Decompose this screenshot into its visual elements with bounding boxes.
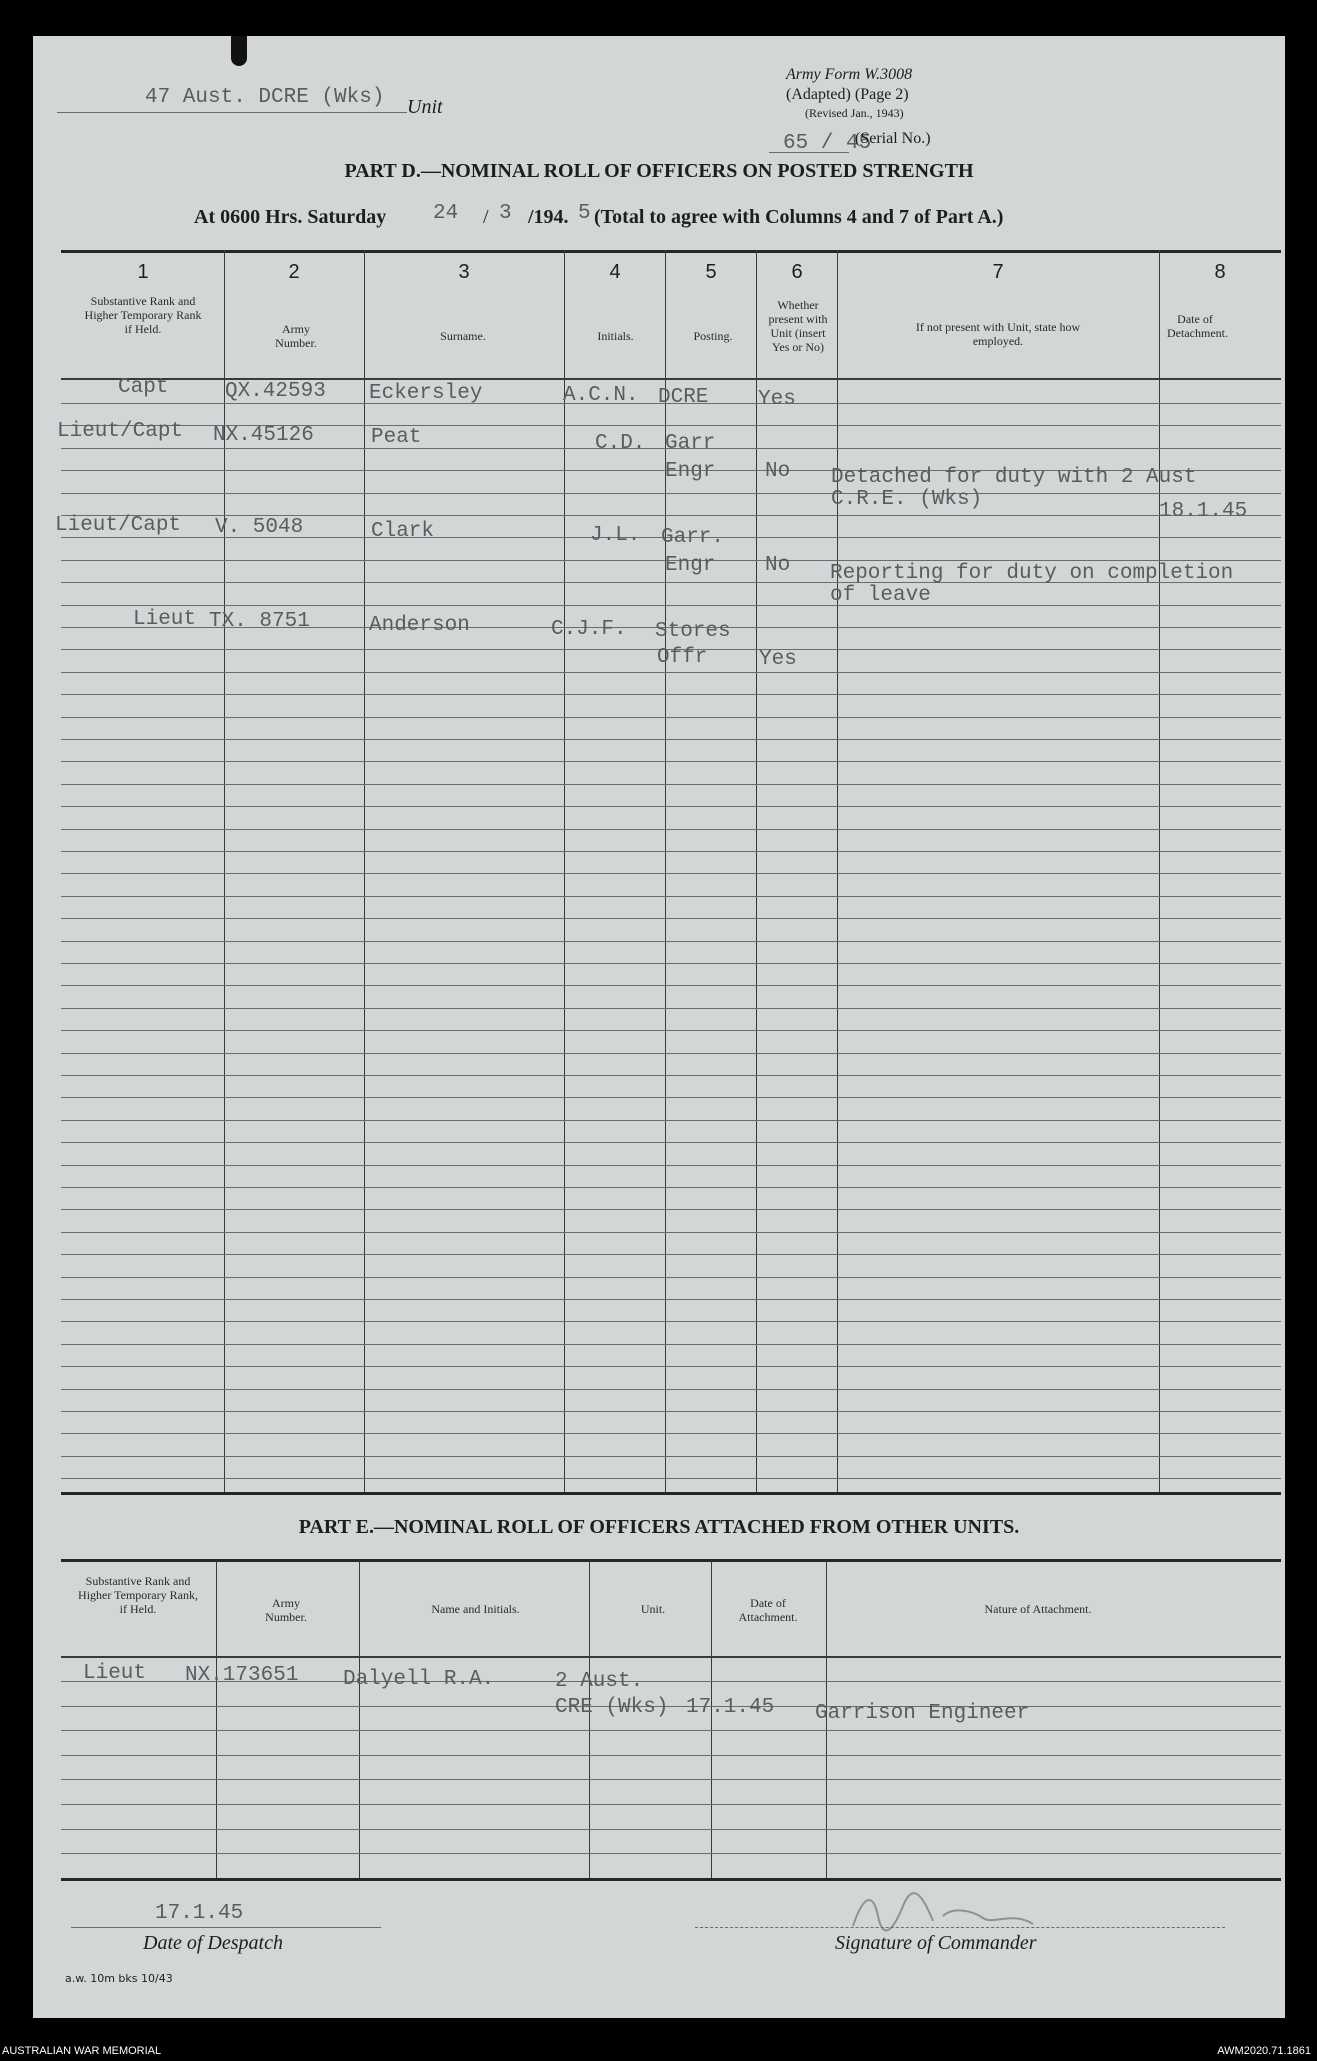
col-number: 8: [1214, 261, 1226, 283]
entry-posting: DCRE: [658, 386, 709, 409]
entry-initials: C.D.: [595, 432, 646, 455]
commander-label: Signature of Commander: [835, 1932, 1037, 1954]
entry-initials: C.J.F.: [551, 618, 627, 641]
ruled-line: [61, 1433, 1281, 1434]
ruled-line: [61, 493, 1281, 494]
ruled-line: [61, 1755, 1281, 1756]
col-header-employed: If not present with Unit, state how employed.: [915, 320, 1081, 348]
ruled-line: [61, 941, 1281, 942]
col-header-number: Army Number.: [275, 322, 317, 350]
col-header-number: Army Number.: [265, 1596, 307, 1624]
ruled-line: [61, 605, 1281, 606]
col-header-rank: Substantive Rank and Higher Temporary Rank if Held.: [84, 294, 202, 336]
col-number: 7: [992, 261, 1004, 283]
ruled-line: [61, 963, 1281, 964]
entry-number: QX.42593: [225, 380, 326, 403]
ruled-line: [61, 717, 1281, 718]
ruled-line: [61, 1478, 1281, 1479]
ruled-line: [61, 1142, 1281, 1143]
col-divider: [364, 250, 365, 1492]
col-divider: [564, 250, 565, 1492]
entry-nature: Garrison Engineer: [815, 1702, 1030, 1725]
entry-posting-1: Garr: [665, 432, 716, 455]
ruled-line: [61, 672, 1281, 673]
col-divider: [756, 250, 757, 1492]
date-day: 24: [433, 202, 459, 225]
entry-unit-1: 2 Aust.: [555, 1670, 644, 1693]
punch-hole: [231, 36, 247, 66]
ruled-line: [61, 784, 1281, 785]
despatch-label: Date of Despatch: [143, 1932, 283, 1954]
ruled-line: [61, 1730, 1281, 1731]
ruled-line: [61, 1254, 1281, 1255]
col-header-rank: Substantive Rank and Higher Temporary Rank, if Held.: [78, 1574, 198, 1616]
credit-right: AWM2020.71.1861: [1217, 2045, 1311, 2057]
entry-present: No: [765, 460, 791, 483]
ruled-line: [61, 1804, 1281, 1805]
entry-rank: Capt: [118, 376, 169, 399]
entry-rank: Lieut/Capt: [57, 420, 184, 443]
ruled-line: [61, 1277, 1281, 1278]
col-divider: [359, 1559, 360, 1878]
form-revised: (Revised Jan., 1943): [805, 106, 904, 120]
commander-signature: [843, 1886, 1063, 1936]
date-month: 3: [499, 202, 512, 225]
ruled-line: [61, 1829, 1281, 1830]
date-slash: /: [483, 206, 489, 228]
table-bottom-border: [61, 1878, 1281, 1881]
entry-employed-1: Reporting for duty on completion: [830, 562, 1234, 585]
col-header-name: Name and Initials.: [431, 1602, 520, 1616]
entry-surname: Clark: [371, 520, 435, 543]
entry-unit-2: CRE (Wks): [555, 1696, 669, 1719]
entry-posting-1: Garr.: [661, 526, 725, 549]
entry-posting-2: Engr: [665, 460, 716, 483]
table-bottom-border: [61, 1492, 1281, 1495]
ruled-line: [61, 851, 1281, 852]
date-year-digit: 5: [578, 202, 591, 225]
ruled-line: [61, 829, 1281, 830]
entry-number: V. 5048: [215, 516, 304, 539]
entry-rank: Lieut/Capt: [55, 514, 182, 537]
col-divider: [1159, 250, 1160, 1492]
entry-rank: Lieut: [83, 1662, 147, 1685]
col-header-posting: Posting.: [693, 329, 733, 343]
ruled-line: [61, 1456, 1281, 1457]
col-divider: [216, 1559, 217, 1878]
entry-initials: A.C.N.: [563, 384, 639, 407]
ruled-line: [61, 985, 1281, 986]
ruled-line: [61, 1053, 1281, 1054]
despatch-value: 17.1.45: [155, 1902, 244, 1925]
col-number: 5: [705, 261, 717, 283]
col-number: 4: [609, 261, 621, 283]
ruled-line: [61, 1165, 1281, 1166]
entry-number: NX.173651: [185, 1664, 299, 1687]
table-top-border: [61, 1559, 1281, 1562]
print-code: a.w. 10m bks 10/43: [65, 1972, 173, 1985]
form-adapted: (Adapted) (Page 2): [786, 86, 909, 103]
date-year-prefix: /194.: [528, 206, 569, 228]
despatch-underline: [71, 1927, 381, 1928]
unit-label: Unit: [407, 96, 443, 118]
ruled-line: [61, 1366, 1281, 1367]
entry-employed-2: of leave: [830, 584, 931, 607]
form-sheet: [33, 36, 1285, 2018]
ruled-line: [61, 1706, 1281, 1707]
col-header-initials: Initials.: [597, 329, 634, 343]
ruled-line: [61, 1853, 1281, 1854]
ruled-line: [61, 1030, 1281, 1031]
ruled-line: [61, 1344, 1281, 1345]
col-header-present: Whether present with Unit (insert Yes or No): [768, 298, 828, 354]
ruled-line: [61, 739, 1281, 740]
entry-present: No: [765, 554, 791, 577]
entry-present: Yes: [758, 388, 796, 411]
serial-underline: [769, 152, 849, 153]
credit-left: AUSTRALIAN WAR MEMORIAL: [2, 2045, 162, 2057]
col-header-attach-date: Date of Attachment.: [738, 1596, 798, 1624]
entry-number: NX.45126: [213, 424, 314, 447]
entry-posting-2: Offr: [657, 646, 708, 669]
entry-employed-1: Detached for duty with 2 Aust: [831, 466, 1197, 489]
col-number: 1: [137, 261, 149, 283]
ruled-line: [61, 918, 1281, 919]
entry-initials: J.L.: [590, 524, 641, 547]
ruled-line: [61, 1209, 1281, 1210]
col-number: 3: [458, 261, 470, 283]
ruled-line: [61, 1321, 1281, 1322]
entry-surname: Peat: [371, 426, 422, 449]
date-prefix: At 0600 Hrs. Saturday: [194, 206, 387, 228]
col-divider: [837, 250, 838, 1492]
form-name: Army Form W.3008: [786, 66, 913, 83]
entry-name: Dalyell R.A.: [343, 1668, 495, 1691]
ruled-line: [61, 694, 1281, 695]
entry-surname: Eckersley: [369, 382, 483, 405]
entry-posting-1: Stores: [655, 620, 731, 643]
header-bottom-border: [61, 1656, 1281, 1658]
col-number: 6: [791, 261, 803, 283]
ruled-line: [61, 1232, 1281, 1233]
ruled-line: [61, 1008, 1281, 1009]
col-header-detach-date: Date of Detachment.: [1167, 312, 1228, 340]
col-header-nature: Nature of Attachment.: [984, 1602, 1092, 1616]
unit-value: 47 Aust. DCRE (Wks): [145, 86, 385, 109]
ruled-line: [61, 1187, 1281, 1188]
entry-employed-2: C.R.E. (Wks): [831, 488, 983, 511]
ruled-line: [61, 806, 1281, 807]
ruled-line: [61, 873, 1281, 874]
col-number: 2: [288, 261, 300, 283]
signature-underline: [695, 1927, 1225, 1928]
entry-detach-date: 18.1.45: [1159, 500, 1248, 523]
date-suffix: (Total to agree with Columns 4 and 7 of Part A.): [594, 206, 1004, 228]
ruled-line: [61, 1779, 1281, 1780]
entry-posting-2: Engr: [665, 554, 716, 577]
entry-attach-date: 17.1.45: [686, 1696, 775, 1719]
ruled-line: [61, 1299, 1281, 1300]
entry-rank: Lieut: [133, 608, 197, 631]
col-header-surname: Surname.: [440, 329, 486, 343]
unit-underline: [57, 112, 407, 113]
ruled-line: [61, 1389, 1281, 1390]
entry-present: Yes: [759, 648, 797, 671]
part-d-title: PART D.—NOMINAL ROLL OF OFFICERS ON POSTED STRENGTH: [344, 160, 974, 182]
table-top-border: [61, 250, 1281, 253]
ruled-line: [61, 1075, 1281, 1076]
ruled-line: [61, 761, 1281, 762]
ruled-line: [61, 1120, 1281, 1121]
serial-label: (Serial No.): [855, 130, 931, 147]
ruled-line: [61, 1411, 1281, 1412]
entry-number: TX. 8751: [209, 610, 310, 633]
ruled-line: [61, 896, 1281, 897]
ruled-line: [61, 1097, 1281, 1098]
entry-surname: Anderson: [369, 614, 470, 637]
part-e-title: PART E.—NOMINAL ROLL OF OFFICERS ATTACHED FROM OTHER UNITS.: [298, 1516, 1020, 1538]
serial-value: 65 / 45: [783, 132, 872, 155]
col-header-unit: Unit.: [640, 1602, 666, 1616]
